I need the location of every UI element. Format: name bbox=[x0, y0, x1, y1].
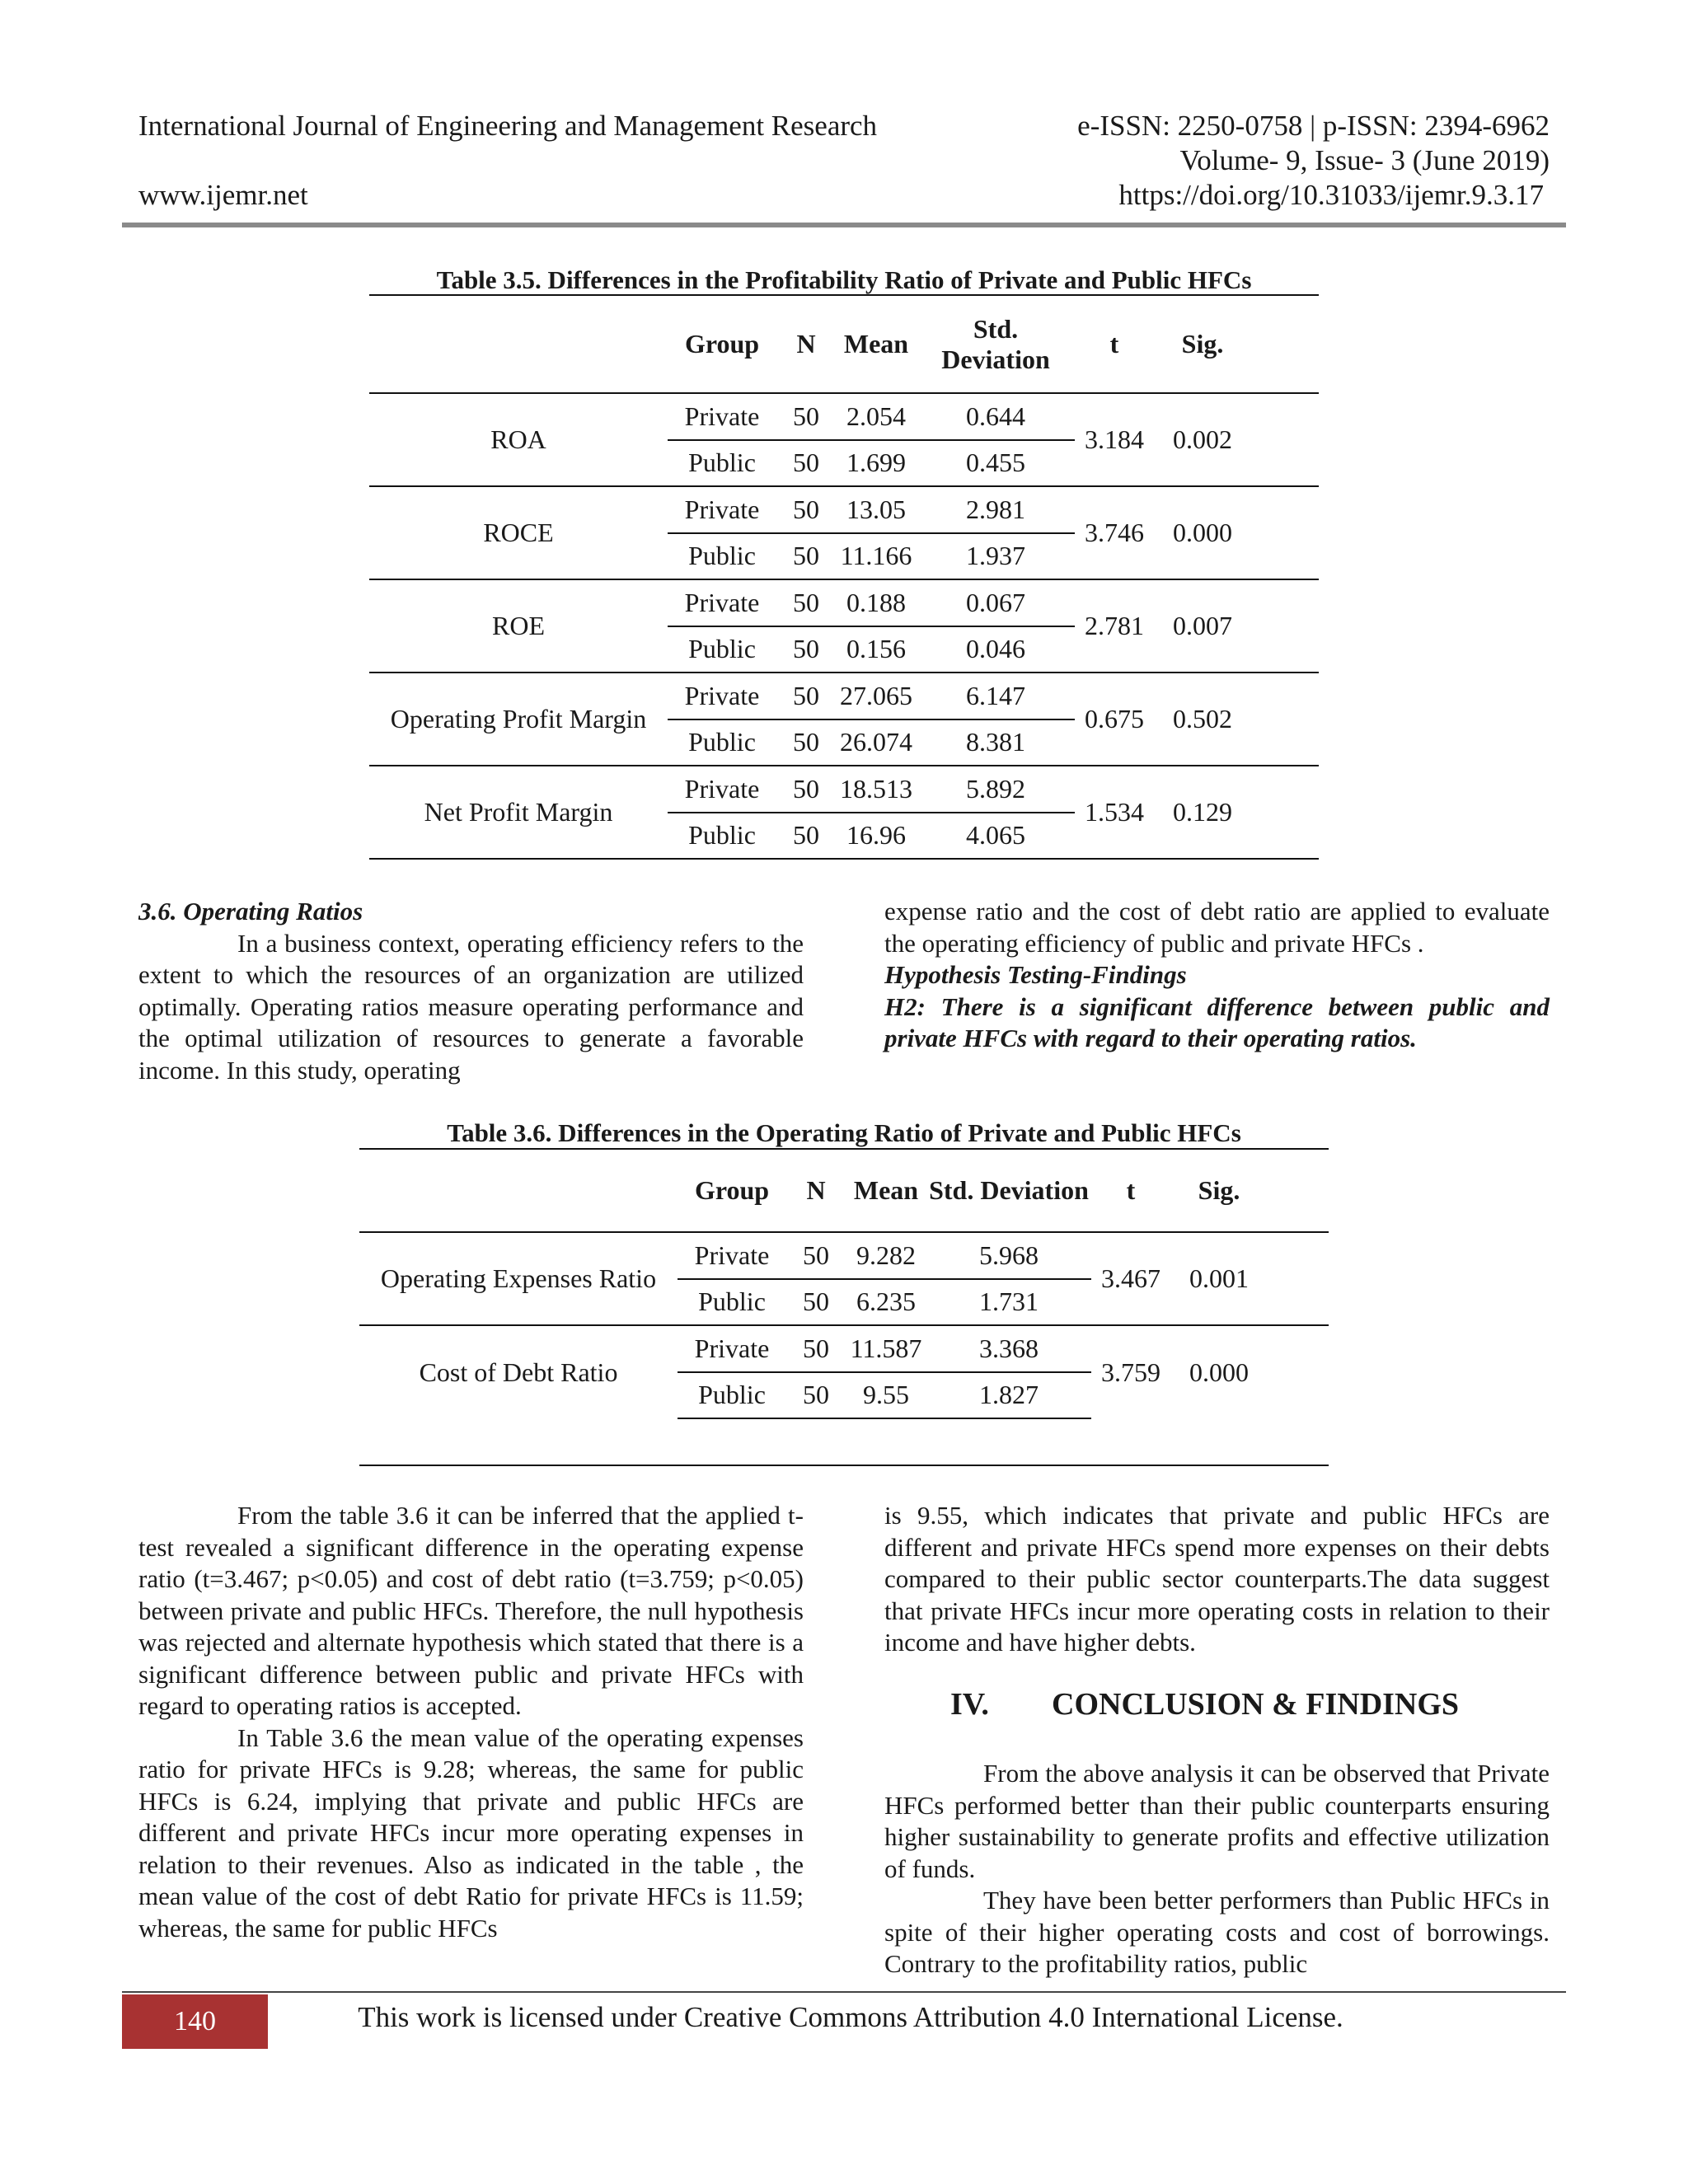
row-label: ROA bbox=[369, 393, 668, 486]
cell-sig: 0.129 bbox=[1154, 766, 1251, 859]
table-row bbox=[369, 766, 1319, 813]
section-iv-number: IV. bbox=[950, 1687, 989, 1722]
cell-private-std: 5.968 bbox=[926, 1232, 1091, 1279]
cell-t: 3.759 bbox=[1091, 1325, 1170, 1418]
cell-private-group: Private bbox=[668, 673, 776, 719]
table35-title: Table 3.5. Differences in the Profitability Ratio of Private and Public HFCs bbox=[436, 265, 1252, 294]
cell-public-mean: 26.074 bbox=[840, 727, 912, 757]
right-column-section36 bbox=[884, 896, 1550, 1055]
cell-private-group: Private bbox=[668, 486, 776, 533]
footer-rule bbox=[122, 1991, 1566, 1993]
cell-t: 3.467 bbox=[1091, 1232, 1170, 1325]
cell-public-std: 0.455 bbox=[966, 448, 1025, 478]
table36 bbox=[359, 1150, 1329, 1419]
body-left-paragraph-2: In Table 3.6 the mean value of the operating expenses ratio for private HFCs is 9.28; whereas, the same for public HFCs is 6.24, implying that private and public HFCs are different and private HFCs incur more operating expenses in relation to their revenues. Also as indicated in the table , the mean value of the cost of debt Ratio for private HFCs is 11.59; whereas, the same for public HFCs bbox=[138, 1722, 804, 1943]
cell-public-mean: 9.55 bbox=[846, 1372, 926, 1419]
body-left-paragraph-1: From the table 3.6 it can be inferred that the applied t-test revealed a significant difference in the operating expense ratio (t=3.467; p<0.05) and cost of debt ratio (t=3.759; p<0.05) between private and public HFCs. Therefore, the null hypothesis was rejected and alternate hypothesis which stated that there is a significant difference between public and private HFCs with regard to operating ratios is accepted. bbox=[138, 1501, 804, 1720]
row-label: Operating Expenses Ratio bbox=[359, 1232, 678, 1325]
section-iv-title: CONCLUSION & FINDINGS bbox=[1052, 1687, 1460, 1722]
cell-public-mean: 0.156 bbox=[846, 634, 906, 664]
cell-spacer bbox=[1251, 626, 1319, 673]
doi-link[interactable]: https://doi.org/10.31033/ijemr.9.3.17 bbox=[1118, 179, 1544, 211]
cell-sig: 0.000 bbox=[1170, 1325, 1268, 1418]
table35-col-sig: Sig. bbox=[1181, 329, 1224, 359]
body-right-paragraph-1: is 9.55, which indicates that private and public HFCs are different and private HFCs spend more expenses on their debts compared to their public sector counterparts.The data suggest that private HFCs incur more operating costs in relation to their income and have higher debts. bbox=[884, 1501, 1550, 1657]
cell-private-group: Private bbox=[668, 579, 776, 626]
table35-col-mean: Mean bbox=[843, 329, 909, 359]
header-rule bbox=[122, 223, 1566, 227]
cell-sig: 0.001 bbox=[1170, 1232, 1268, 1325]
cell-private-std: 3.368 bbox=[926, 1325, 1091, 1372]
cell-private-n: 50 bbox=[786, 1232, 846, 1279]
cell-private-mean: 9.282 bbox=[846, 1232, 926, 1279]
cell-public-n: 50 bbox=[803, 1286, 829, 1317]
cell-public-std: 1.937 bbox=[966, 541, 1025, 571]
cell-public-group: Public bbox=[668, 813, 776, 860]
section36-paragraph-right: expense ratio and the cost of debt ratio are applied to evaluate the operating efficiency of public and private HFCs . bbox=[884, 897, 1550, 958]
cell-public-group: Public bbox=[688, 634, 756, 664]
table36-col-sig: Sig. bbox=[1198, 1175, 1240, 1205]
table36-title: Table 3.6. Differences in the Operating Ratio of Private and Public HFCs bbox=[447, 1118, 1241, 1147]
cell-public-std: 8.381 bbox=[966, 727, 1025, 757]
cell-sig: 0.002 bbox=[1154, 393, 1251, 486]
table35-col-n: N bbox=[796, 329, 816, 359]
cell-t: 0.675 bbox=[1075, 673, 1154, 766]
cell-t: 2.781 bbox=[1075, 579, 1154, 673]
cell-spacer bbox=[1268, 1325, 1329, 1372]
table36-bottom-rule bbox=[359, 1465, 1329, 1466]
volume-issue: Volume- 9, Issue- 3 (June 2019) bbox=[1179, 144, 1550, 176]
conclusion-paragraph-1: From the above analysis it can be observed that Private HFCs performed better than their public counterparts ensuring higher sustainability to generate profits and effective utilization of funds. bbox=[884, 1759, 1550, 1883]
cell-spacer bbox=[1251, 393, 1319, 440]
table35-col-std: Std. Deviation bbox=[941, 313, 1050, 374]
cell-private-mean: 18.513 bbox=[836, 766, 917, 813]
cell-private-group: Private bbox=[678, 1325, 786, 1372]
cell-t: 3.184 bbox=[1075, 393, 1154, 486]
cell-private-std: 2.981 bbox=[917, 486, 1075, 533]
cell-spacer bbox=[1251, 673, 1319, 719]
page-number: 140 bbox=[122, 1994, 268, 2049]
cell-private-n: 50 bbox=[786, 1325, 846, 1372]
cell-private-n: 50 bbox=[776, 486, 836, 533]
cell-public-group: Public bbox=[678, 1372, 786, 1419]
cell-spacer bbox=[1251, 766, 1319, 813]
table-row bbox=[359, 1232, 1329, 1279]
cell-private-n: 50 bbox=[776, 766, 836, 813]
table35-col-t: t bbox=[1109, 329, 1119, 359]
cell-t: 3.746 bbox=[1075, 486, 1154, 579]
cell-private-std: 5.892 bbox=[917, 766, 1075, 813]
cell-private-n: 50 bbox=[776, 579, 836, 626]
row-label: ROE bbox=[369, 579, 668, 673]
table36-corner bbox=[359, 1150, 678, 1232]
cell-public-std: 4.065 bbox=[917, 813, 1075, 860]
table35 bbox=[369, 296, 1319, 860]
table35-col-group: Group bbox=[684, 329, 760, 359]
cell-public-mean: 16.96 bbox=[836, 813, 917, 860]
cell-public-group: Public bbox=[698, 1286, 766, 1317]
journal-website[interactable]: www.ijemr.net bbox=[138, 179, 308, 211]
cell-private-group: Private bbox=[678, 1232, 786, 1279]
cell-spacer bbox=[1268, 1232, 1329, 1279]
cell-public-n: 50 bbox=[786, 1372, 846, 1419]
cell-public-mean: 11.166 bbox=[840, 541, 912, 571]
cell-private-group: Private bbox=[668, 393, 776, 440]
table-row bbox=[369, 673, 1319, 719]
table36-col-mean: Mean bbox=[853, 1175, 919, 1205]
cell-public-group: Public bbox=[688, 541, 756, 571]
cell-sig: 0.007 bbox=[1154, 579, 1251, 673]
cell-t: 1.534 bbox=[1075, 766, 1154, 859]
cell-private-std: 0.067 bbox=[917, 579, 1075, 626]
row-label: ROCE bbox=[369, 486, 668, 579]
journal-title: International Journal of Engineering and Management Research bbox=[138, 110, 878, 142]
cell-public-group: Public bbox=[688, 448, 756, 478]
issn: e-ISSN: 2250-0758 | p-ISSN: 2394-6962 bbox=[1077, 110, 1550, 142]
cell-public-n: 50 bbox=[793, 448, 819, 478]
table36-col-n: N bbox=[806, 1175, 826, 1205]
cell-public-mean: 6.235 bbox=[856, 1286, 916, 1317]
cell-public-n: 50 bbox=[793, 541, 819, 571]
cell-private-n: 50 bbox=[776, 673, 836, 719]
section36-heading: 3.6. Operating Ratios bbox=[138, 897, 363, 926]
hypothesis-h2: H2: There is a significant difference between public and private HFCs with regard to their operating ratios. bbox=[884, 991, 1550, 1052]
section36-paragraph-left: In a business context, operating efficiency refers to the extent to which the resources of an organization are utilized optimally. Operating ratios measure operating performance and the optimal utilization of resources to generate a favorable income. In this study, operating bbox=[138, 928, 804, 1085]
left-column-section36 bbox=[138, 896, 804, 1086]
row-label: Operating Profit Margin bbox=[369, 673, 668, 766]
license-text: This work is licensed under Creative Commons Attribution 4.0 International License. bbox=[358, 2001, 1343, 2033]
cell-private-mean: 0.188 bbox=[836, 579, 917, 626]
cell-public-mean: 1.699 bbox=[846, 448, 906, 478]
cell-private-mean: 2.054 bbox=[836, 393, 917, 440]
row-label: Net Profit Margin bbox=[369, 766, 668, 859]
table35-spacer bbox=[1251, 296, 1319, 393]
hypothesis-heading: Hypothesis Testing-Findings bbox=[884, 960, 1187, 989]
cell-spacer bbox=[1251, 486, 1319, 533]
conclusion-paragraph-2: They have been better performers than Public HFCs in spite of their higher operating costs and cost of borrowings. Contrary to the profitability ratios, public bbox=[884, 1886, 1550, 1978]
cell-public-n: 50 bbox=[776, 813, 836, 860]
cell-spacer bbox=[1251, 579, 1319, 626]
table36-col-std: Std. Deviation bbox=[929, 1175, 1089, 1205]
cell-private-mean: 27.065 bbox=[836, 673, 917, 719]
cell-spacer bbox=[1268, 1372, 1329, 1419]
right-column-conclusion bbox=[884, 1758, 1550, 1980]
cell-private-group: Private bbox=[668, 766, 776, 813]
cell-public-n: 50 bbox=[793, 634, 819, 664]
table36-spacer bbox=[1268, 1150, 1329, 1232]
table36-col-t: t bbox=[1126, 1175, 1136, 1205]
table35-corner bbox=[369, 296, 668, 393]
right-column-body bbox=[884, 1500, 1550, 1659]
cell-sig: 0.000 bbox=[1154, 486, 1251, 579]
cell-public-std: 1.731 bbox=[979, 1286, 1039, 1317]
cell-spacer bbox=[1251, 440, 1319, 487]
cell-private-std: 6.147 bbox=[917, 673, 1075, 719]
cell-spacer bbox=[1268, 1279, 1329, 1326]
cell-spacer bbox=[1251, 719, 1319, 766]
table-row bbox=[369, 579, 1319, 626]
cell-public-group: Public bbox=[688, 727, 756, 757]
left-column-body bbox=[138, 1500, 804, 1944]
cell-public-std: 0.046 bbox=[966, 634, 1025, 664]
cell-public-std: 1.827 bbox=[926, 1372, 1091, 1419]
cell-spacer bbox=[1251, 533, 1319, 580]
cell-private-mean: 11.587 bbox=[846, 1325, 926, 1372]
cell-public-n: 50 bbox=[793, 727, 819, 757]
table-row bbox=[369, 486, 1319, 533]
cell-spacer bbox=[1251, 813, 1319, 860]
table-row bbox=[369, 393, 1319, 440]
row-label: Cost of Debt Ratio bbox=[359, 1325, 678, 1418]
cell-sig: 0.502 bbox=[1154, 673, 1251, 766]
cell-private-n: 50 bbox=[776, 393, 836, 440]
cell-private-mean: 13.05 bbox=[836, 486, 917, 533]
cell-private-std: 0.644 bbox=[917, 393, 1075, 440]
table36-col-group: Group bbox=[694, 1175, 770, 1205]
table-row bbox=[359, 1325, 1329, 1372]
